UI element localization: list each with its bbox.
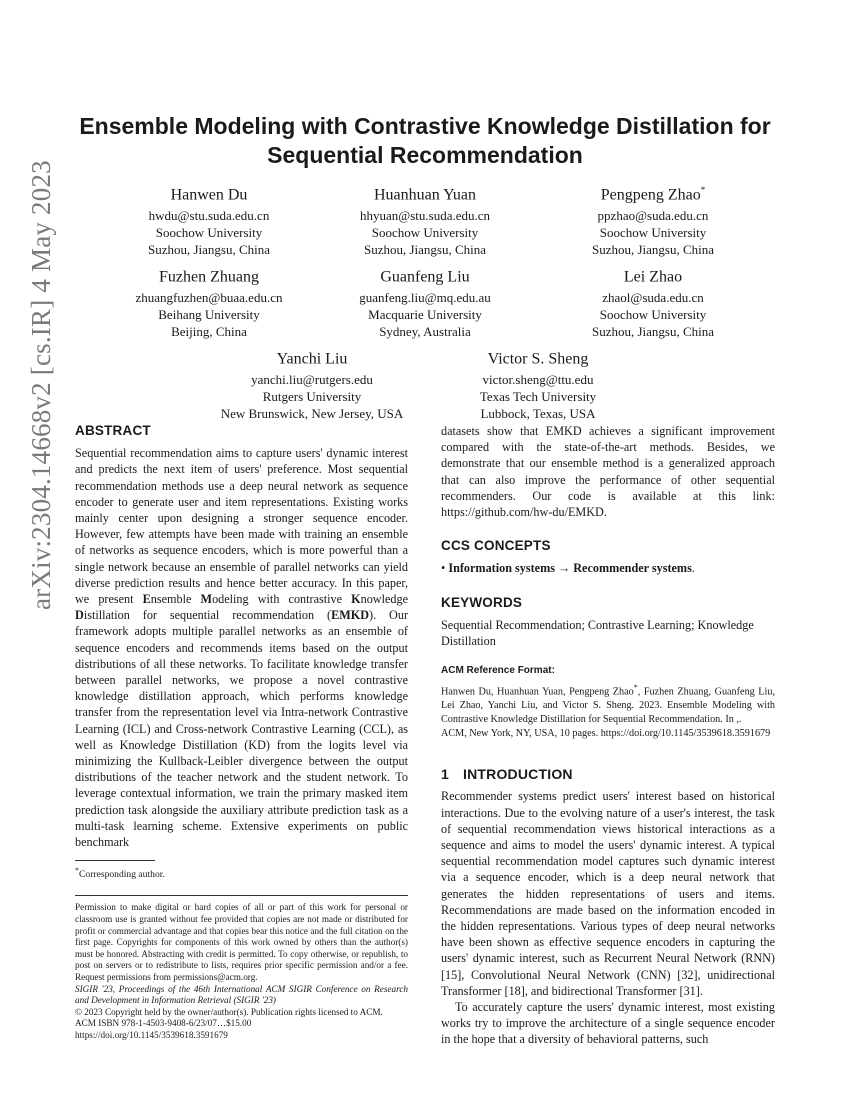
footnote-divider bbox=[75, 860, 155, 861]
abstract-text: Sequential recommendation aims to capture users' dynamic interest and predicts the next item of users' preference. Most sequential recommendation methods use a deep neural network as sequence encoder to generate user and item representations. Existing works mainly center upon designing a stronger sequence encoder. However, few attempts have been made with training an ensemble of networks as sequence encoders, which is more powerful than a single network because an ensemble of parallel networks can yield diverse prediction results and hence better accuracy. In this paper, we present Ensemble Modeling with contrastive Knowledge Distillation for sequential recommendation (EMKD). Our framework adopts multiple parallel networks as an ensemble of sequence encoders and recommends items based on the output distributions of all these networks. To facilitate knowledge transfer between parallel networks, we propose a novel contrastive knowledge distillation approach, which performs knowledge transfer from the representation level via Intra-network Contrastive Learning (ICL) and Cross-network Contrastive Learning (CCL), as well as Knowledge Distillation (KD) from the logits level via minimizing the Kullback-Leibler divergence between the output distributions of the teacher network and the student network. To leverage contextual information, we train the primary masked item prediction task alongside the auxiliary attribute prediction task as a multi-task learning scheme. Extensive experiments on public benchmark bbox=[75, 446, 409, 850]
permission-notice bbox=[75, 902, 408, 1041]
footnote: *Corresponding author. bbox=[75, 866, 165, 881]
reference-format-heading: ACM Reference Format: bbox=[441, 665, 555, 677]
author-location: Lubbock, Texas, USA bbox=[480, 406, 596, 422]
author-email: yanchi.liu@rutgers.edu bbox=[251, 372, 373, 388]
right-column bbox=[441, 423, 775, 1048]
isbn-line: ACM ISBN 978-1-4503-9408-6/23/07…$15.00 bbox=[75, 1018, 252, 1029]
author-card bbox=[418, 344, 658, 422]
permission-text: Permission to make digital or hard copies of all or part of this work for personal or classroom use is granted without fee provided that copies are not made or distributed for profit or commercial advantage and that copies bear this notice and the full citation on the first page. Copyrights for components of this work owned by others than the author(s) must be honored. Abstracting with credit is permitted. To copy otherwise, or republish, to post on servers or to redistribute to lists, requires prior specific permission and/or a fee. Request permissions from permissions@acm.org. bbox=[75, 902, 408, 983]
author-email: hwdu@stu.suda.edu.cn bbox=[148, 208, 270, 224]
author-card bbox=[192, 344, 432, 422]
author-email: hhyuan@stu.suda.edu.cn bbox=[359, 208, 491, 224]
author-affiliation: Soochow University bbox=[599, 307, 707, 323]
author-email: guanfeng.liu@mq.edu.au bbox=[359, 290, 491, 306]
arxiv-stamp: arXiv:2304.14668v2 [cs.IR] 4 May 2023 bbox=[26, 160, 56, 610]
author-email: zhaol@suda.edu.cn bbox=[602, 290, 704, 306]
author-email: victor.sheng@ttu.edu bbox=[482, 372, 594, 388]
reference-format bbox=[441, 663, 775, 740]
keywords-text: Sequential Recommendation; Contrastive Learning; Knowledge Distillation bbox=[441, 617, 754, 649]
author-email: ppzhao@suda.edu.cn bbox=[597, 208, 709, 224]
left-column bbox=[75, 423, 408, 1042]
footnote-mark: * bbox=[75, 866, 79, 876]
author-affiliation: Soochow University bbox=[155, 225, 263, 241]
author-card bbox=[533, 262, 773, 340]
author-card bbox=[305, 180, 545, 258]
venue-info: SIGIR '23, Proceedings of the 46th International ACM SIGIR Conference on Research and Development in Information Retrieval (SIGIR '23) bbox=[75, 983, 408, 1006]
author-name: Yanchi Liu bbox=[276, 350, 348, 368]
reference-format-text: Hanwen Du, Huanhuan Yuan, Pengpeng Zhao*, Fuzhen Zhuang, Guanfeng Liu, Lei Zhao, Yanchi Liu, and Victor S. Sheng. 2023. Ensemble Modeling with Contrastive Knowledge Distillation for Sequential Recommendation. In ,. ACM, New York, NY, USA, 10 pages. https://doi.org/10.1145/3539618.3591679 bbox=[441, 683, 775, 739]
author-location: Suzhou, Jiangsu, China bbox=[363, 242, 487, 258]
keywords-heading: KEYWORDS bbox=[441, 594, 523, 610]
author-name: Guanfeng Liu bbox=[380, 268, 470, 286]
author-name: Pengpeng Zhao bbox=[600, 186, 701, 204]
abstract-heading: ABSTRACT bbox=[75, 423, 151, 438]
author-affiliation: Soochow University bbox=[371, 225, 479, 241]
introduction-heading: 1 INTRODUCTION bbox=[441, 766, 573, 783]
author-affiliation: Rutgers University bbox=[262, 389, 362, 405]
author-location: Sydney, Australia bbox=[379, 324, 471, 340]
author-affiliation: Soochow University bbox=[599, 225, 707, 241]
author-location: Suzhou, Jiangsu, China bbox=[147, 242, 271, 258]
paper-title: Ensemble Modeling with Contrastive Knowledge Distillation for Sequential Recommendation bbox=[79, 113, 771, 168]
ccs-concepts: • Information systems → Recommender systems. bbox=[441, 561, 695, 576]
author-name: Lei Zhao bbox=[623, 268, 683, 286]
author-name: Huanhuan Yuan bbox=[373, 186, 477, 204]
author-name: Hanwen Du bbox=[170, 186, 248, 204]
author-card bbox=[89, 262, 329, 340]
author-mark: * bbox=[700, 185, 706, 195]
permission-divider bbox=[75, 895, 408, 896]
author-location: Suzhou, Jiangsu, China bbox=[591, 242, 715, 258]
author-affiliation: Beihang University bbox=[158, 307, 260, 323]
abstract-continued: datasets show that EMKD achieves a significant improvement compared with the state-of-the-art methods. Besides, we demonstrate that our ensemble method is a generalized approach that can also improve the performance of other sequential recommenders. Our code is available at this link: https://github.com/hw-du/EMKD. bbox=[441, 424, 775, 520]
author-name: Fuzhen Zhuang bbox=[159, 268, 259, 286]
author-location: Beijing, China bbox=[171, 324, 247, 340]
author-affiliation: Macquarie University bbox=[368, 307, 482, 323]
author-card bbox=[305, 262, 545, 340]
doi-link[interactable]: https://doi.org/10.1145/3539618.3591679 bbox=[75, 1030, 228, 1040]
copyright-line: © 2023 Copyright held by the owner/author(s). Publication rights licensed to ACM. bbox=[75, 1006, 383, 1017]
introduction-paragraph: Recommender systems predict users' interest based on historical interactions. Due to the evolving nature of a user's interest, the task of sequential recommendation views historical interactions as a sequence and aims to model the users' dynamic interest. A typical sequential recommendation model captures such dynamic interest via a sequence encoder, which is a deep neural network that generates the hidden representations of users and items. Recommendations are made based on the information encoded in the hidden representations. Various types of deep neural networks have been shown as effective sequence encoders in capturing the users' dynamic interest, such as Recurrent Neural Network (RNN) [15], Convolutional Neural Network (CNN) [32], unidirectional Transformer [18], and bidirectional Transformer [31]. bbox=[441, 789, 775, 998]
author-card bbox=[89, 180, 329, 258]
section-number: 1 bbox=[441, 766, 449, 783]
ccs-heading: CCS CONCEPTS bbox=[441, 538, 551, 554]
author-location: New Brunswick, New Jersey, USA bbox=[220, 406, 404, 422]
author-name: Victor S. Sheng bbox=[487, 350, 589, 368]
introduction-paragraph: To accurately capture the users' dynamic interest, most existing works try to improve the architecture of a single sequence encoder in the hope that a diversity of behavioral patterns, such bbox=[441, 1000, 775, 1047]
author-card bbox=[533, 180, 773, 258]
author-location: Suzhou, Jiangsu, China bbox=[591, 324, 715, 340]
author-affiliation: Texas Tech University bbox=[479, 389, 597, 405]
author-email: zhuangfuzhen@buaa.edu.cn bbox=[135, 290, 283, 306]
